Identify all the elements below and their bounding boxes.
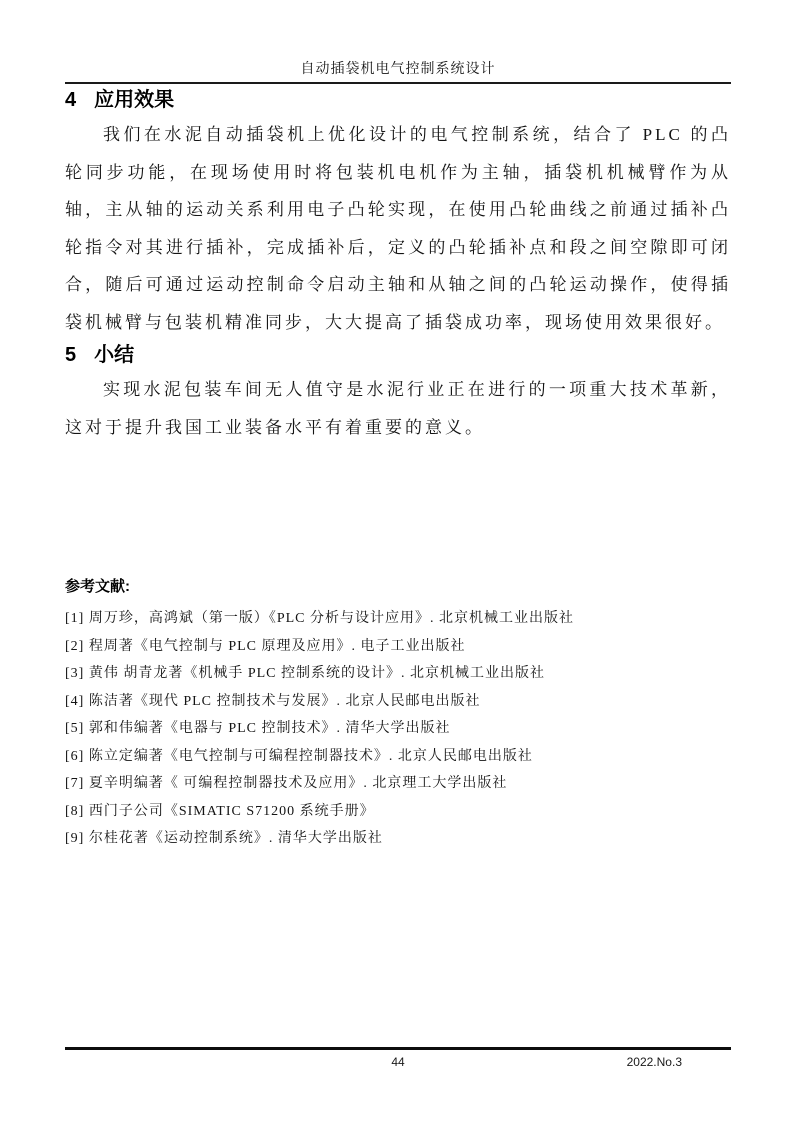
references-heading: 参考文献: bbox=[65, 578, 130, 595]
footer-issue-label: 2022.No.3 bbox=[626, 1055, 682, 1069]
reference-item-5: [5] 郭和伟编著《电器与 PLC 控制技术》. 清华大学出版社 bbox=[65, 721, 451, 736]
reference-item-3: [3] 黄伟 胡青龙著《机械手 PLC 控制系统的设计》. 北京机械工业出版社 bbox=[65, 666, 545, 681]
section-5-number: 5 bbox=[65, 344, 77, 366]
section-5-paragraph: 实现水泥包装车间无人值守是水泥行业正在进行的一项重大技术革新，这对于提升我国工业装备水平有着重要的意义。 bbox=[65, 380, 731, 437]
footer-rule bbox=[65, 1047, 731, 1050]
reference-item-8: [8] 西门子公司《SIMATIC S71200 系统手册》 bbox=[65, 803, 375, 819]
reference-item-2: [2] 程周著《电气控制与 PLC 原理及应用》. 电子工业出版社 bbox=[65, 638, 466, 654]
section-4-title: 应用效果 bbox=[94, 89, 175, 111]
header-rule bbox=[65, 82, 731, 84]
reference-item-6: [6] 陈立定编著《电气控制与可编程控制器技术》. 北京人民邮电出版社 bbox=[65, 748, 533, 764]
section-5-title: 小结 bbox=[94, 344, 135, 366]
section-5-heading bbox=[65, 341, 731, 369]
section-4-paragraph: 我们在水泥自动插袋机上优化设计的电气控制系统，结合了 PLC 的凸轮同步功能，在现场使用时将包装机电机作为主轴，插袋机机械臂作为从轴，主从轴的运动关系利用电子凸轮实现，在使用凸轮曲线之前通过插补凸轮指令对其进行插补，完成插补后，定义的凸轮插补点和段之间空隙即可闭合，随后可通过运动控制命令启动主轴和从轴之间的凸轮运动操作，使得插袋机械臂与包装机精准同步，大大提高了插袋成功率，现场使用效果很好。 bbox=[65, 125, 731, 332]
running-header-title: 自动插袋机电气控制系统设计 bbox=[300, 60, 496, 76]
section-4-number: 4 bbox=[65, 89, 77, 111]
reference-item-4: [4] 陈洁著《现代 PLC 控制技术与发展》. 北京人民邮电出版社 bbox=[65, 693, 481, 709]
reference-item-9: [9] 尔桂花著《运动控制系统》. 清华大学出版社 bbox=[65, 831, 383, 846]
reference-item-7: [7] 夏辛明编著《 可编程控制器技术及应用》. 北京理工大学出版社 bbox=[65, 776, 508, 791]
footer-page-number: 44 bbox=[391, 1055, 405, 1069]
references-list bbox=[65, 605, 745, 853]
reference-item-1: [1] 周万珍，高鸿斌（第一版）《PLC 分析与设计应用》. 北京机械工业出版社 bbox=[65, 611, 574, 626]
section-4-heading bbox=[65, 86, 731, 114]
